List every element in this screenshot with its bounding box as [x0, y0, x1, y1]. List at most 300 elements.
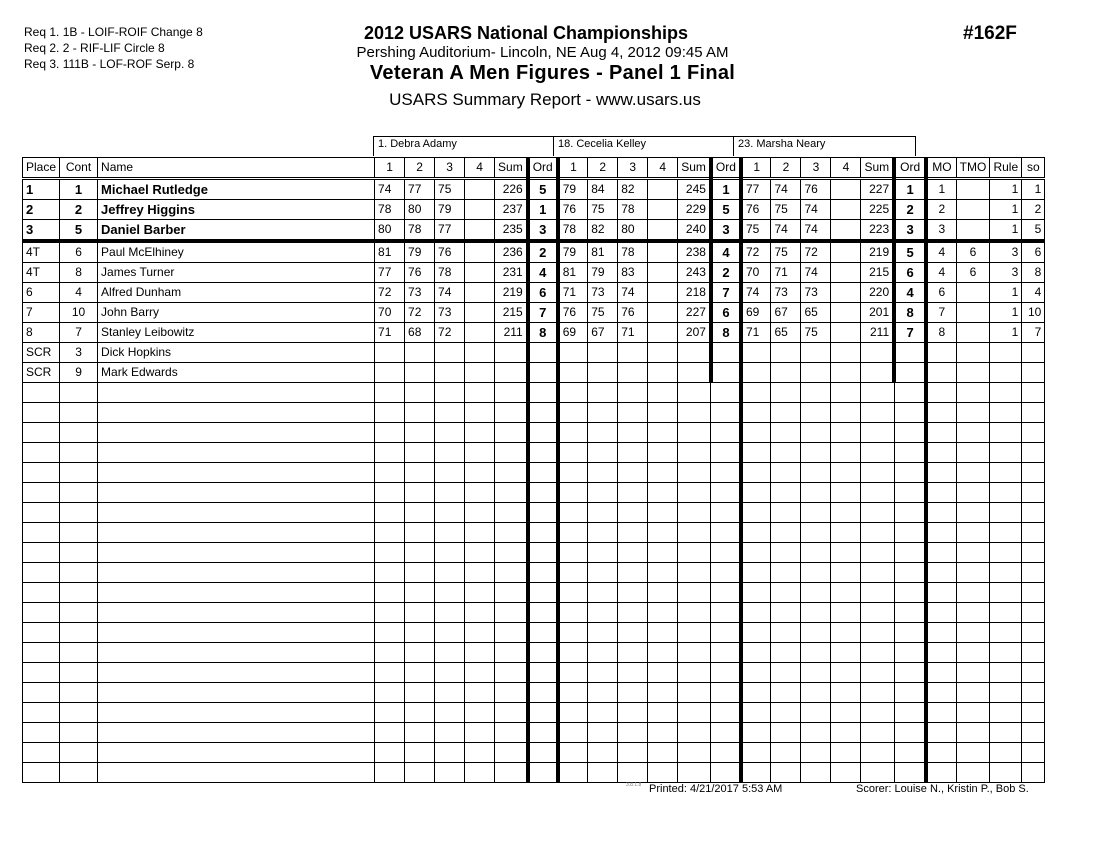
- judge3-score-2: 74: [801, 200, 831, 220]
- empty-cell: [711, 483, 741, 503]
- judge3-score-4: 223: [861, 220, 894, 242]
- empty-cell: [588, 723, 618, 743]
- empty-cell: [801, 763, 831, 783]
- empty-cell: [990, 503, 1022, 523]
- judge1-score-4: 236: [495, 241, 528, 263]
- empty-cell: [894, 543, 926, 563]
- empty-cell: [495, 523, 528, 543]
- empty-cell: [648, 523, 678, 543]
- empty-cell: [771, 603, 801, 623]
- empty-cell: [375, 523, 405, 543]
- contestant-number-cell: 2: [60, 200, 98, 220]
- empty-cell: [831, 743, 861, 763]
- col-header-judge2-2: 3: [618, 158, 648, 179]
- empty-cell: [1022, 643, 1045, 663]
- judge3-score-0: 71: [741, 323, 771, 343]
- empty-cell: [926, 603, 956, 623]
- empty-cell: [98, 663, 375, 683]
- empty-cell: [558, 763, 588, 783]
- skater-name-cell: Dick Hopkins: [98, 343, 375, 363]
- judge1-score-4: 219: [495, 283, 528, 303]
- empty-cell: [465, 463, 495, 483]
- empty-cell: [894, 643, 926, 663]
- so-cell: 1: [1022, 179, 1045, 200]
- empty-cell: [741, 483, 771, 503]
- empty-cell: [956, 583, 990, 603]
- empty-cell: [678, 463, 711, 483]
- judge2-score-3: [648, 323, 678, 343]
- venue-date: Pershing Auditorium- Lincoln, NE Aug 4, 2012 09:45 AM: [356, 44, 729, 61]
- empty-cell: [618, 623, 648, 643]
- empty-cell: [648, 503, 678, 523]
- judge1-score-0: [375, 343, 405, 363]
- empty-cell: [711, 743, 741, 763]
- empty-cell: [375, 483, 405, 503]
- col-header-judge3-3: 4: [831, 158, 861, 179]
- empty-cell: [771, 423, 801, 443]
- judge3-score-4: 227: [861, 179, 894, 200]
- judge2-score-5: 1: [711, 179, 741, 200]
- empty-cell: [465, 583, 495, 603]
- empty-cell: [990, 483, 1022, 503]
- empty-cell: [528, 483, 558, 503]
- empty-cell: [771, 383, 801, 403]
- empty-cell: [648, 563, 678, 583]
- empty-cell: [741, 743, 771, 763]
- empty-cell: [801, 463, 831, 483]
- empty-cell: [894, 483, 926, 503]
- empty-cell: [528, 623, 558, 643]
- empty-cell: [528, 723, 558, 743]
- empty-cell: [405, 723, 435, 743]
- empty-cell: [495, 483, 528, 503]
- empty-cell: [861, 723, 894, 743]
- judge1-score-4: 237: [495, 200, 528, 220]
- scorer-names: Scorer: Louise N., Kristin P., Bob S.: [856, 783, 1029, 795]
- empty-cell: [678, 763, 711, 783]
- empty-cell: [23, 463, 60, 483]
- empty-cell: [23, 663, 60, 683]
- empty-cell: [60, 383, 98, 403]
- empty-cell: [648, 643, 678, 663]
- so-cell: 4: [1022, 283, 1045, 303]
- col-header-cont: Cont: [60, 158, 98, 179]
- empty-cell: [618, 523, 648, 543]
- empty-cell: [1022, 703, 1045, 723]
- judge3-score-2: 74: [801, 220, 831, 242]
- empty-cell: [465, 683, 495, 703]
- judge3-score-2: [801, 363, 831, 383]
- empty-cell: [771, 483, 801, 503]
- judge1-score-0: 81: [375, 241, 405, 263]
- judge1-score-2: [435, 363, 465, 383]
- empty-cell: [861, 703, 894, 723]
- empty-cell: [990, 463, 1022, 483]
- judge2-score-5: [711, 343, 741, 363]
- empty-cell: [926, 623, 956, 643]
- empty-cell: [495, 383, 528, 403]
- empty-cell: [861, 643, 894, 663]
- empty-cell: [894, 583, 926, 603]
- empty-cell: [956, 623, 990, 643]
- skater-name-cell: Stanley Leibowitz: [98, 323, 375, 343]
- judge1-score-0: 70: [375, 303, 405, 323]
- empty-cell: [60, 563, 98, 583]
- empty-cell: [741, 583, 771, 603]
- judge3-score-0: [741, 363, 771, 383]
- empty-cell: [588, 703, 618, 723]
- empty-cell: [831, 643, 861, 663]
- judge-1-label: 1. Debra Adamy: [373, 136, 554, 156]
- empty-cell: [831, 563, 861, 583]
- judge2-score-2: 71: [618, 323, 648, 343]
- judge2-score-2: 80: [618, 220, 648, 242]
- empty-row: [23, 763, 1045, 783]
- empty-cell: [375, 683, 405, 703]
- empty-cell: [435, 383, 465, 403]
- empty-cell: [405, 683, 435, 703]
- empty-cell: [741, 403, 771, 423]
- col-header-judge1-3: 4: [465, 158, 495, 179]
- empty-cell: [894, 743, 926, 763]
- empty-cell: [648, 623, 678, 643]
- empty-cell: [801, 643, 831, 663]
- judge-3-label: 23. Marsha Neary: [733, 136, 916, 156]
- empty-cell: [711, 703, 741, 723]
- empty-cell: [801, 663, 831, 683]
- empty-cell: [861, 743, 894, 763]
- empty-cell: [528, 603, 558, 623]
- empty-cell: [831, 523, 861, 543]
- empty-cell: [678, 703, 711, 723]
- place-cell: 7: [23, 303, 60, 323]
- empty-cell: [495, 503, 528, 523]
- empty-cell: [465, 623, 495, 643]
- judge3-score-5: [894, 363, 926, 383]
- empty-cell: [1022, 683, 1045, 703]
- empty-cell: [528, 383, 558, 403]
- judge1-score-2: 75: [435, 179, 465, 200]
- empty-row: [23, 663, 1045, 683]
- judge2-score-0: 76: [558, 200, 588, 220]
- empty-cell: [990, 383, 1022, 403]
- empty-cell: [435, 563, 465, 583]
- empty-cell: [588, 583, 618, 603]
- empty-cell: [771, 743, 801, 763]
- empty-cell: [831, 463, 861, 483]
- software-version: 3.8.1.8: [626, 782, 642, 788]
- empty-cell: [465, 543, 495, 563]
- empty-cell: [465, 423, 495, 443]
- so-cell: 5: [1022, 220, 1045, 242]
- empty-cell: [956, 483, 990, 503]
- empty-cell: [405, 543, 435, 563]
- empty-cell: [926, 483, 956, 503]
- judge1-score-4: 235: [495, 220, 528, 242]
- judge-2-label: 18. Cecelia Kelley: [553, 136, 734, 156]
- empty-cell: [926, 463, 956, 483]
- empty-cell: [495, 623, 528, 643]
- judge2-score-1: 75: [588, 200, 618, 220]
- empty-cell: [375, 543, 405, 563]
- judge2-score-0: [558, 363, 588, 383]
- judge3-score-4: 220: [861, 283, 894, 303]
- empty-cell: [23, 403, 60, 423]
- empty-row: [23, 443, 1045, 463]
- empty-cell: [1022, 563, 1045, 583]
- col-header-judge1-4: Sum: [495, 158, 528, 179]
- empty-cell: [956, 523, 990, 543]
- empty-cell: [861, 423, 894, 443]
- judge3-score-3: [831, 263, 861, 283]
- col-header-tmo: TMO: [956, 158, 990, 179]
- empty-cell: [956, 423, 990, 443]
- judge3-score-5: 6: [894, 263, 926, 283]
- mo-cell: 2: [926, 200, 956, 220]
- empty-cell: [956, 503, 990, 523]
- empty-cell: [495, 543, 528, 563]
- judge3-score-0: 74: [741, 283, 771, 303]
- empty-cell: [894, 723, 926, 743]
- judge2-score-3: [648, 200, 678, 220]
- empty-cell: [990, 543, 1022, 563]
- empty-cell: [23, 623, 60, 643]
- empty-cell: [990, 663, 1022, 683]
- empty-cell: [405, 623, 435, 643]
- empty-cell: [528, 643, 558, 663]
- empty-cell: [861, 523, 894, 543]
- judge2-score-1: 79: [588, 263, 618, 283]
- empty-cell: [956, 443, 990, 463]
- empty-row: [23, 603, 1045, 623]
- empty-cell: [405, 503, 435, 523]
- empty-cell: [405, 443, 435, 463]
- judge1-score-2: [435, 343, 465, 363]
- empty-cell: [1022, 423, 1045, 443]
- tmo-cell: [956, 303, 990, 323]
- empty-cell: [435, 663, 465, 683]
- empty-cell: [861, 403, 894, 423]
- col-header-judge2-1: 2: [588, 158, 618, 179]
- empty-cell: [375, 463, 405, 483]
- judge2-score-0: 79: [558, 179, 588, 200]
- skater-name-cell: Jeffrey Higgins: [98, 200, 375, 220]
- empty-row: [23, 503, 1045, 523]
- empty-cell: [801, 403, 831, 423]
- empty-cell: [435, 603, 465, 623]
- judge3-score-2: [801, 343, 831, 363]
- empty-cell: [801, 383, 831, 403]
- rule-cell: 1: [990, 303, 1022, 323]
- empty-cell: [926, 503, 956, 523]
- empty-cell: [98, 563, 375, 583]
- judge2-score-4: [678, 343, 711, 363]
- skater-name-cell: John Barry: [98, 303, 375, 323]
- empty-cell: [648, 543, 678, 563]
- empty-cell: [990, 583, 1022, 603]
- rule-cell: [990, 343, 1022, 363]
- empty-cell: [618, 683, 648, 703]
- empty-cell: [926, 563, 956, 583]
- mo-cell: [926, 343, 956, 363]
- judge1-score-5: 5: [528, 179, 558, 200]
- judge1-score-1: 72: [405, 303, 435, 323]
- empty-cell: [648, 723, 678, 743]
- judge1-score-4: [495, 363, 528, 383]
- empty-cell: [588, 743, 618, 763]
- empty-cell: [771, 523, 801, 543]
- rule-cell: 1: [990, 179, 1022, 200]
- empty-cell: [801, 503, 831, 523]
- judge2-score-3: [648, 179, 678, 200]
- judge2-score-4: 245: [678, 179, 711, 200]
- judge2-score-1: 67: [588, 323, 618, 343]
- judge1-score-5: [528, 343, 558, 363]
- empty-cell: [98, 723, 375, 743]
- judge3-score-1: 75: [771, 200, 801, 220]
- judge3-score-4: [861, 343, 894, 363]
- empty-cell: [23, 763, 60, 783]
- empty-cell: [1022, 463, 1045, 483]
- empty-cell: [495, 403, 528, 423]
- so-cell: [1022, 363, 1045, 383]
- empty-row: [23, 743, 1045, 763]
- empty-cell: [711, 463, 741, 483]
- judge3-score-0: 70: [741, 263, 771, 283]
- judge1-score-2: 74: [435, 283, 465, 303]
- empty-cell: [648, 763, 678, 783]
- judge2-score-5: 3: [711, 220, 741, 242]
- empty-cell: [435, 523, 465, 543]
- empty-cell: [678, 523, 711, 543]
- judge2-score-1: 73: [588, 283, 618, 303]
- empty-cell: [618, 663, 648, 683]
- judge3-score-1: [771, 363, 801, 383]
- empty-cell: [23, 523, 60, 543]
- empty-cell: [678, 723, 711, 743]
- empty-row: [23, 723, 1045, 743]
- empty-row: [23, 383, 1045, 403]
- judge2-score-3: [648, 283, 678, 303]
- empty-cell: [741, 383, 771, 403]
- empty-cell: [23, 483, 60, 503]
- empty-cell: [588, 403, 618, 423]
- empty-cell: [990, 723, 1022, 743]
- empty-cell: [558, 583, 588, 603]
- judge3-score-1: 74: [771, 220, 801, 242]
- empty-cell: [831, 383, 861, 403]
- empty-cell: [861, 603, 894, 623]
- rule-cell: 1: [990, 200, 1022, 220]
- empty-cell: [956, 643, 990, 663]
- empty-cell: [375, 663, 405, 683]
- empty-cell: [711, 383, 741, 403]
- empty-cell: [678, 503, 711, 523]
- empty-cell: [831, 623, 861, 643]
- judge2-score-2: [618, 363, 648, 383]
- empty-cell: [618, 603, 648, 623]
- empty-cell: [60, 463, 98, 483]
- so-cell: 7: [1022, 323, 1045, 343]
- empty-cell: [1022, 483, 1045, 503]
- empty-cell: [1022, 663, 1045, 683]
- judge1-score-3: [465, 343, 495, 363]
- empty-cell: [465, 503, 495, 523]
- empty-cell: [23, 703, 60, 723]
- empty-cell: [1022, 603, 1045, 623]
- judge3-score-1: [771, 343, 801, 363]
- contestant-number-cell: 8: [60, 263, 98, 283]
- empty-cell: [60, 643, 98, 663]
- empty-cell: [678, 663, 711, 683]
- empty-cell: [648, 483, 678, 503]
- judge1-score-5: 6: [528, 283, 558, 303]
- judge3-score-5: 8: [894, 303, 926, 323]
- empty-cell: [711, 423, 741, 443]
- judge3-score-3: [831, 323, 861, 343]
- empty-cell: [801, 603, 831, 623]
- empty-cell: [435, 723, 465, 743]
- judge3-score-4: 225: [861, 200, 894, 220]
- empty-cell: [801, 483, 831, 503]
- empty-cell: [405, 743, 435, 763]
- col-header-judge1-2: 3: [435, 158, 465, 179]
- empty-cell: [405, 583, 435, 603]
- empty-cell: [956, 403, 990, 423]
- empty-cell: [528, 523, 558, 543]
- empty-cell: [23, 723, 60, 743]
- empty-cell: [648, 703, 678, 723]
- empty-cell: [60, 543, 98, 563]
- empty-cell: [741, 503, 771, 523]
- judge2-score-1: 81: [588, 241, 618, 263]
- judge1-score-5: [528, 363, 558, 383]
- event-number: #162F: [963, 23, 1017, 44]
- empty-cell: [60, 683, 98, 703]
- judge1-score-3: [465, 220, 495, 242]
- place-cell: 8: [23, 323, 60, 343]
- report-title: USARS Summary Report - www.usars.us: [389, 90, 701, 109]
- judge1-score-2: 77: [435, 220, 465, 242]
- empty-cell: [894, 423, 926, 443]
- empty-cell: [771, 623, 801, 643]
- tmo-cell: [956, 343, 990, 363]
- empty-cell: [711, 443, 741, 463]
- empty-cell: [831, 603, 861, 623]
- judge3-score-2: 72: [801, 241, 831, 263]
- place-cell: 4T: [23, 241, 60, 263]
- empty-cell: [801, 443, 831, 463]
- contestant-number-cell: 9: [60, 363, 98, 383]
- rule-cell: 1: [990, 323, 1022, 343]
- empty-cell: [1022, 383, 1045, 403]
- empty-cell: [741, 603, 771, 623]
- empty-cell: [861, 443, 894, 463]
- empty-cell: [98, 763, 375, 783]
- judge2-score-5: 4: [711, 241, 741, 263]
- skater-name-cell: Paul McElhiney: [98, 241, 375, 263]
- empty-cell: [375, 503, 405, 523]
- judge2-score-1: [588, 363, 618, 383]
- empty-cell: [495, 763, 528, 783]
- empty-cell: [741, 463, 771, 483]
- empty-cell: [495, 663, 528, 683]
- empty-cell: [990, 563, 1022, 583]
- empty-cell: [831, 503, 861, 523]
- empty-cell: [435, 583, 465, 603]
- empty-cell: [588, 503, 618, 523]
- judge3-score-5: 4: [894, 283, 926, 303]
